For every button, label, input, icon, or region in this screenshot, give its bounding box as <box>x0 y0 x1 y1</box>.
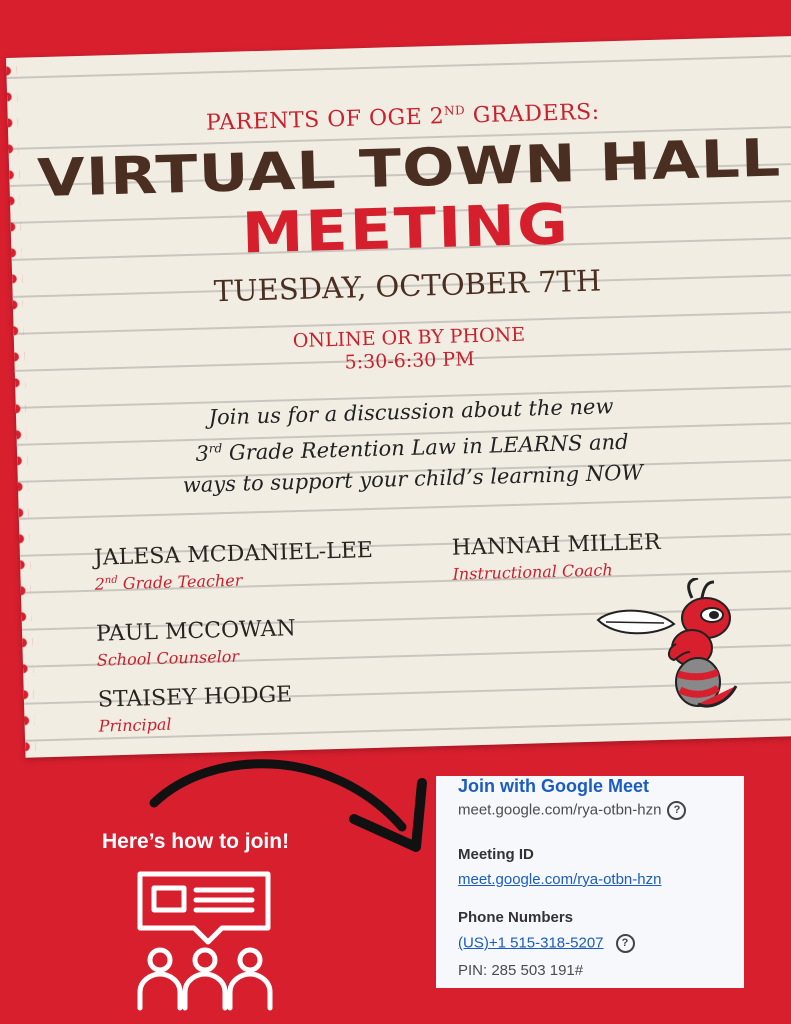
event-description: Join us for a discussion about the new 3rd Grade Retention Law in LEARNS and ways to support your child’s learning NOW <box>182 394 644 498</box>
person-hannah <box>452 530 662 584</box>
phone-link[interactable]: (US)+1 515-318-5207 <box>458 934 604 952</box>
event-time: 5:30-6:30 PM <box>344 348 475 374</box>
help-circle-icon[interactable]: ? <box>616 934 635 953</box>
person-name: PAUL MCCOWAN <box>95 616 297 647</box>
event-date: TUESDAY, OCTOBER 7TH <box>213 263 602 309</box>
person-role: Principal <box>98 714 172 736</box>
person-staisey <box>98 682 294 735</box>
event-mode-time <box>14 316 791 384</box>
person-name: STAISEY HODGE <box>97 682 293 713</box>
phone-row <box>458 934 635 953</box>
help-circle-icon[interactable]: ? <box>667 801 686 820</box>
person-name: JALESA MCDANIEL-LEE <box>93 537 374 571</box>
event-mode: ONLINE OR BY PHONE <box>292 323 526 353</box>
person-role: 2nd Grade Teacher <box>94 570 243 594</box>
phone-numbers-label: Phone Numbers <box>458 909 574 926</box>
title-line-2: MEETING <box>241 192 571 267</box>
person-role: Instructional Coach <box>452 560 613 584</box>
meeting-pin: PIN: 285 503 191# <box>458 962 584 979</box>
google-meet-card <box>436 776 744 988</box>
meeting-id-link[interactable]: meet.google.com/rya-otbn-hzn <box>458 871 662 888</box>
pre-title: PARENTS OF OGE 2ND GRADERS: <box>205 99 600 136</box>
meet-url: meet.google.com/rya-otbn-hzn ? <box>458 801 686 820</box>
people-chat-icon <box>130 868 280 1013</box>
person-paul <box>96 616 297 670</box>
how-to-join-label: Here’s how to join! <box>102 830 290 853</box>
hornet-mascot-icon <box>594 578 744 713</box>
meeting-id-label: Meeting ID <box>458 846 534 863</box>
person-jalesa <box>94 538 374 594</box>
meet-title[interactable]: Join with Google Meet <box>458 776 650 796</box>
person-name: HANNAH MILLER <box>451 529 661 561</box>
person-role: School Counselor <box>96 646 240 670</box>
title-line-1: VIRTUAL TOWN HALL <box>36 128 783 210</box>
